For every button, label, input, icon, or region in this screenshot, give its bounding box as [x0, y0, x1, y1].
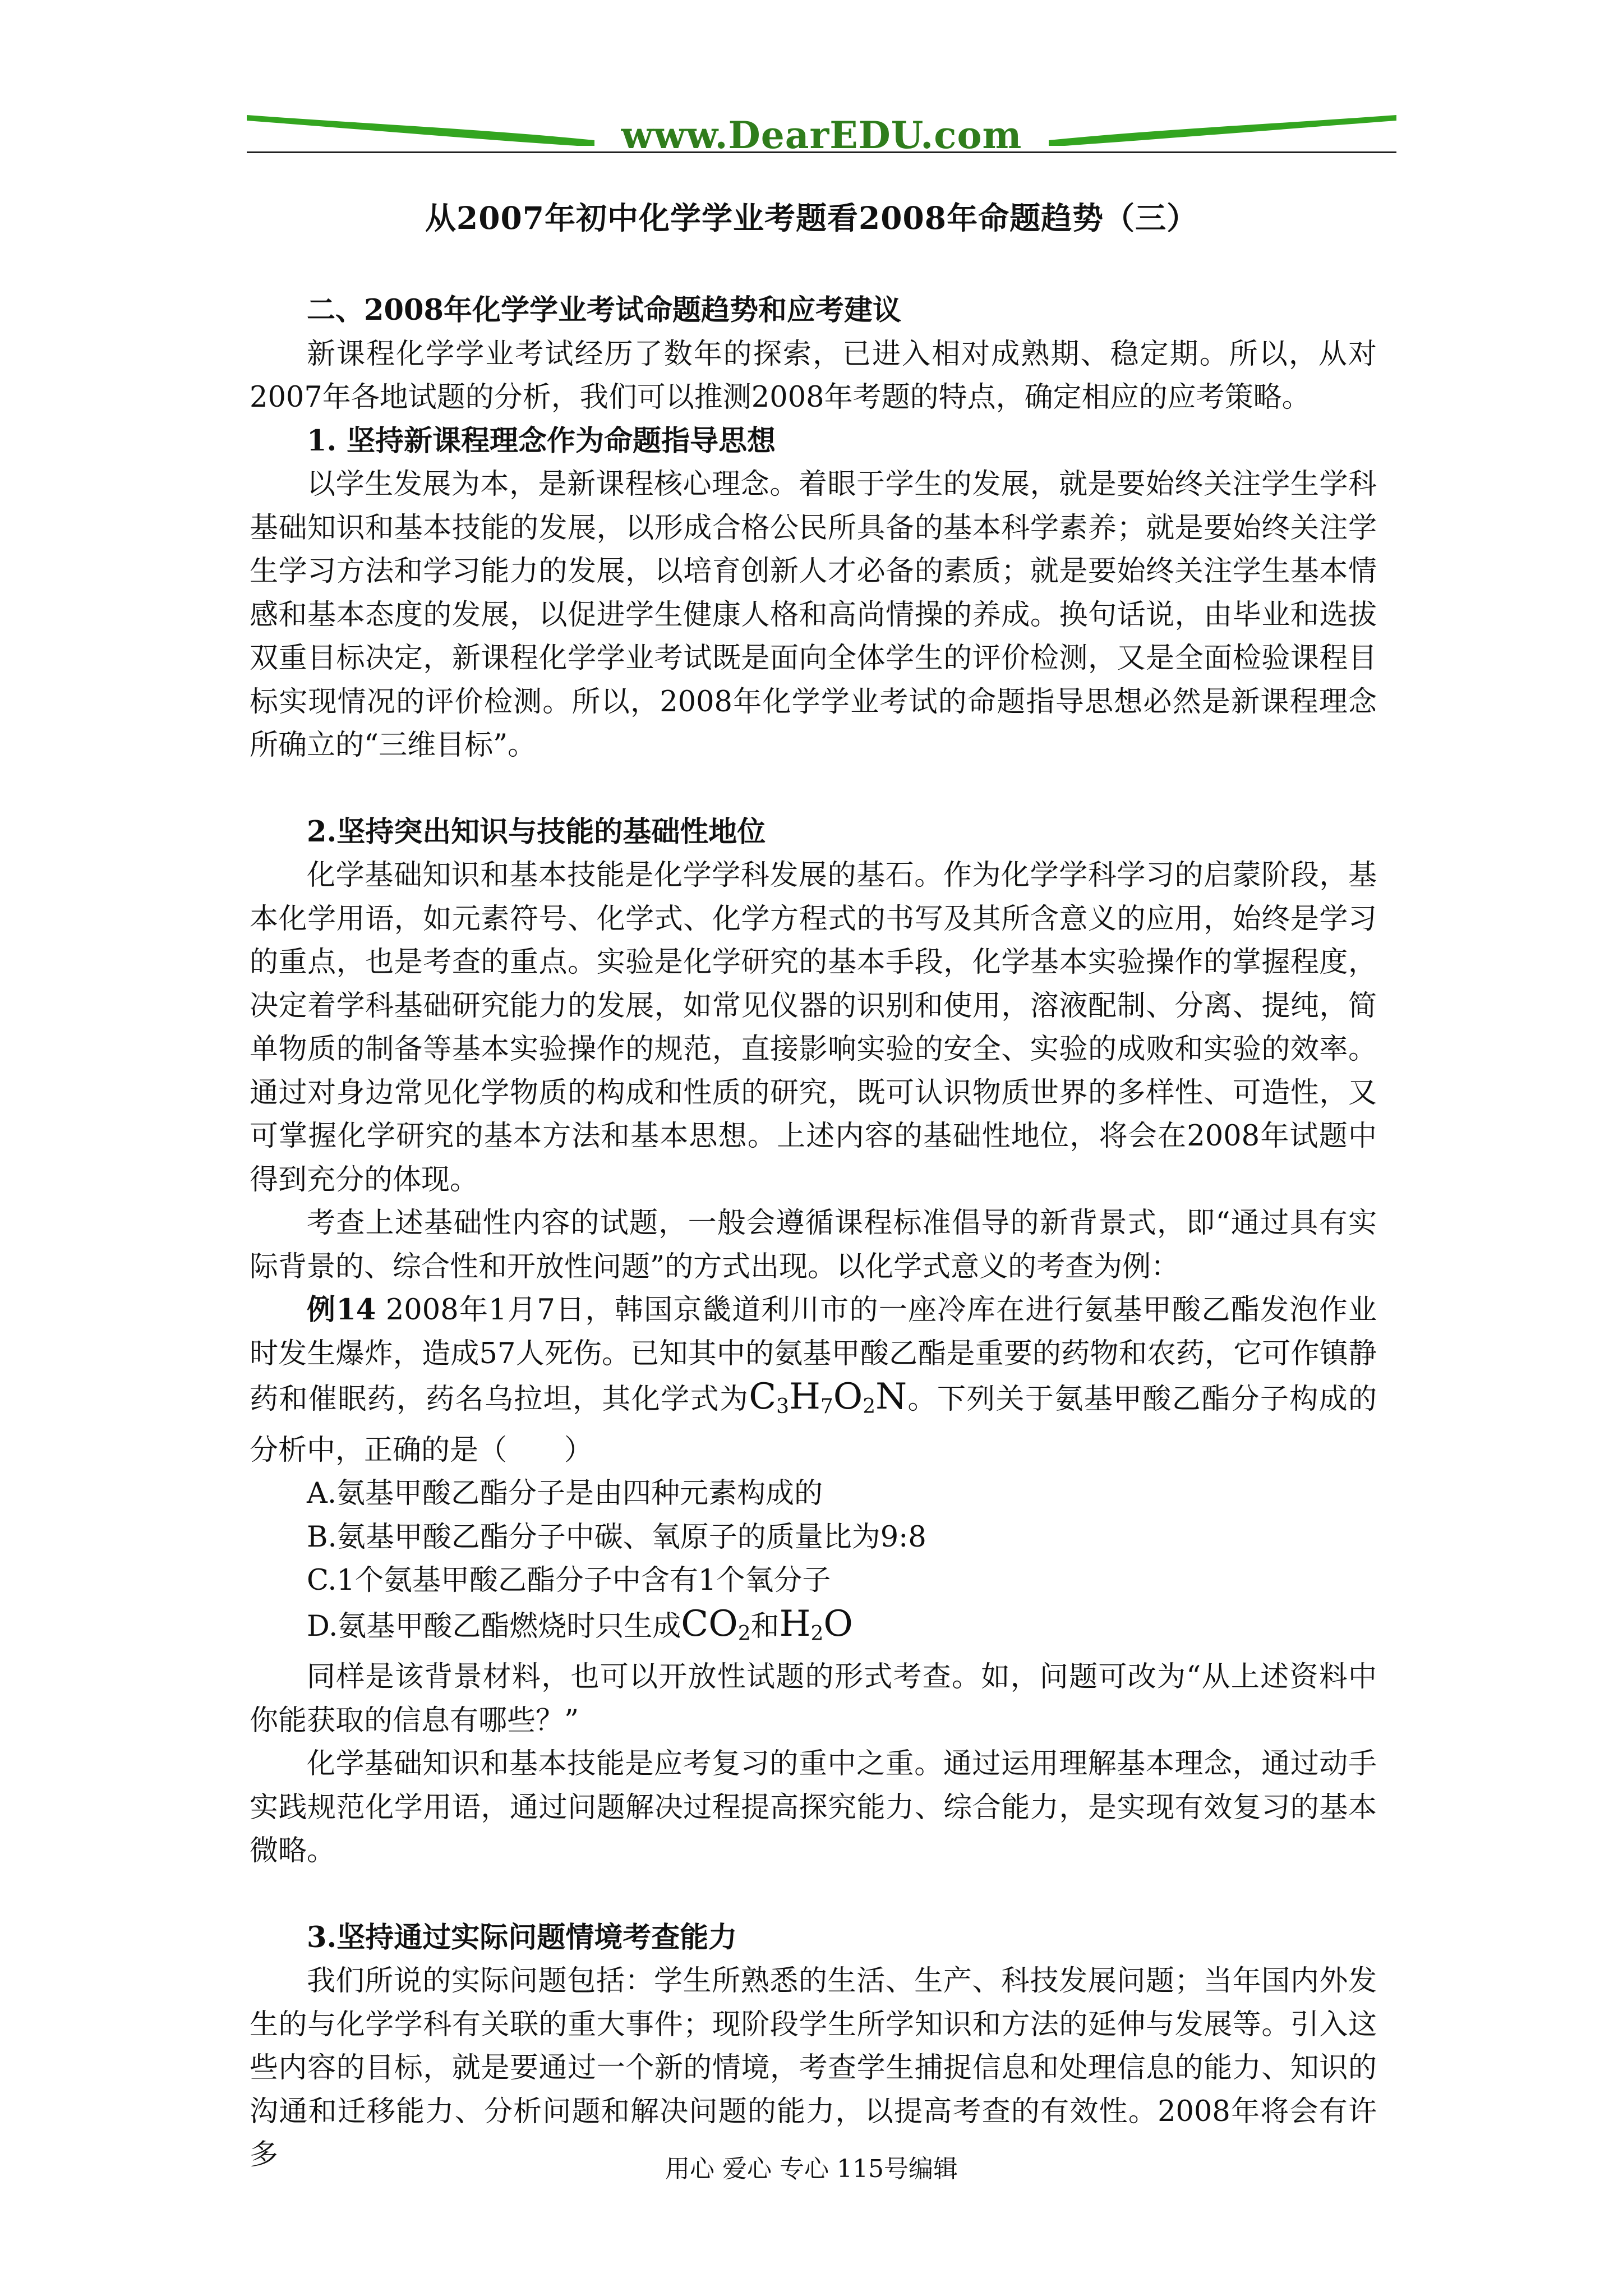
option-a: A.氨基甲酸乙酯分子是由四种元素构成的: [307, 1477, 823, 1510]
point3-body: 我们所说的实际问题包括：学生所熟悉的生活、生产、科技发展问题；当年国内外发生的与化学学科有关联的重大事件；现阶段学生所学知识和方法的延伸与发展等。引入这些内容的目标，就是要通过一个新的情境，考查学生捕捉信息和处理信息的能力、知识的沟通和迁移能力、分析问题和解决问题的能力，以提高考查的有效性。2008年将会有许多: [250, 1964, 1377, 2171]
point2-body4: 化学基础知识和基本技能是应考复习的重中之重。通过运用理解基本理念，通过动手实践规范化学用语，通过问题解决过程提高探究能力、综合能力，是实现有效复习的基本微略。: [250, 1747, 1377, 1867]
section-heading: 二、2008年化学学业考试命题趋势和应考建议: [307, 293, 901, 327]
spacer: [250, 1873, 1377, 1916]
point1-body: 以学生发展为本，是新课程核心理念。着眼于学生的发展，就是要始终关注学生学科基础知识和基本技能的发展，以形成合格公民所具备的基本科学素养；就是要始终关注学生学习方法和学习能力的发展，以培育创新人才必备的素质；就是要始终关注学生基本情感和基本态度的发展，以促进学生健康人格和高尚情操的养成。换句话说，由毕业和选拔双重目标决定，新课程化学学业考试既是面向全体学生的评价检测，又是全面检验课程目标实现情况的评价检测。所以，2008年化学学业考试的命题指导思想必然是新课程理念所确立的“三维目标”。: [250, 468, 1377, 762]
section-intro: 新课程化学学业考试经历了数年的探索，已进入相对成熟期、稳定期。所以，从对2007年各地试题的分析，我们可以推测2008年考题的特点，确定相应的应考策略。: [250, 337, 1377, 414]
example-label: 例14: [307, 1293, 376, 1327]
point3-heading: 3.坚持通过实际问题情境考查能力: [307, 1920, 737, 1954]
point2-body1: 化学基础知识和基本技能是化学学科发展的基石。作为化学学科学习的启蒙阶段，基本化学用语，如元素符号、化学式、化学方程式的书写及其所含意义的应用，始终是学习的重点，也是考查的重点。实验是化学研究的基本手段，化学基本实验操作的掌握程度，决定着学科基础研究能力的发展，如常见仪器的识别和使用，溶液配制、分离、提纯，简单物质的制备等基本实验操作的规范，直接影响实验的安全、实验的成败和实验的效率。通过对身边常见化学物质的构成和性质的研究，既可认识物质世界的多样性、可造性，又可掌握化学研究的基本方法和基本思想。上述内容的基础性地位，将会在2008年试题中得到充分的体现。: [250, 859, 1377, 1197]
example-question: [250, 1289, 1377, 1472]
right-swoosh-graphic: [1049, 112, 1396, 146]
site-logo: www.DearEDU.com: [621, 113, 1022, 157]
formula-h2o: $H_2O$: [779, 1603, 853, 1645]
spacer: [250, 767, 1377, 811]
document-body: [250, 289, 1377, 2177]
point2-body3: 同样是该背景材料，也可以开放性试题的形式考查。如，问题可改为“从上述资料中你能获取的信息有哪些？”: [250, 1660, 1377, 1737]
option-b: B.氨基甲酸乙酯分子中碳、氧原子的质量比为9:8: [307, 1520, 926, 1554]
example-text-a: 2008年1月7日，韩国京畿道利川市的一座冷库在进行氨基甲酸乙酯发泡作业时发生爆炸，造成57人死伤。已知其中的氨基甲酸乙酯是重要的药物和农药，它可作镇静药和催眠药，药名乌拉坦，其化学式为: [250, 1294, 1377, 1416]
option-d: D.氨基甲酸乙酯燃烧时只生成$CO_2$和$H_2O$: [307, 1603, 853, 1645]
site-header: [247, 112, 1396, 157]
point2-heading: 2.坚持突出知识与技能的基础性地位: [307, 815, 766, 849]
option-c: C.1个氨基甲酸乙酯分子中含有1个氧分子: [307, 1564, 831, 1597]
example-text-b: 。下列关于氨基甲酸乙酯分子构成的分析中，正确的是（ ）: [250, 1383, 1377, 1467]
document-title: 从2007年初中化学学业考题看2008年命题趋势（三）: [425, 200, 1198, 236]
formula-urethane: $C_3H_7O_2N$: [749, 1376, 907, 1418]
point1-heading: 1. 坚持新课程理念作为命题指导思想: [307, 424, 776, 458]
page-footer: 用心 爱心 专心 115号编辑: [665, 2155, 958, 2183]
point2-body2: 考查上述基础性内容的试题，一般会遵循课程标准倡导的新背景式，即“通过具有实际背景的、综合性和开放性问题”的方式出现。以化学式意义的考查为例：: [250, 1207, 1377, 1283]
formula-co2: $CO_2$: [681, 1603, 751, 1645]
left-swoosh-graphic: [247, 112, 594, 146]
header-rule: [247, 151, 1396, 153]
